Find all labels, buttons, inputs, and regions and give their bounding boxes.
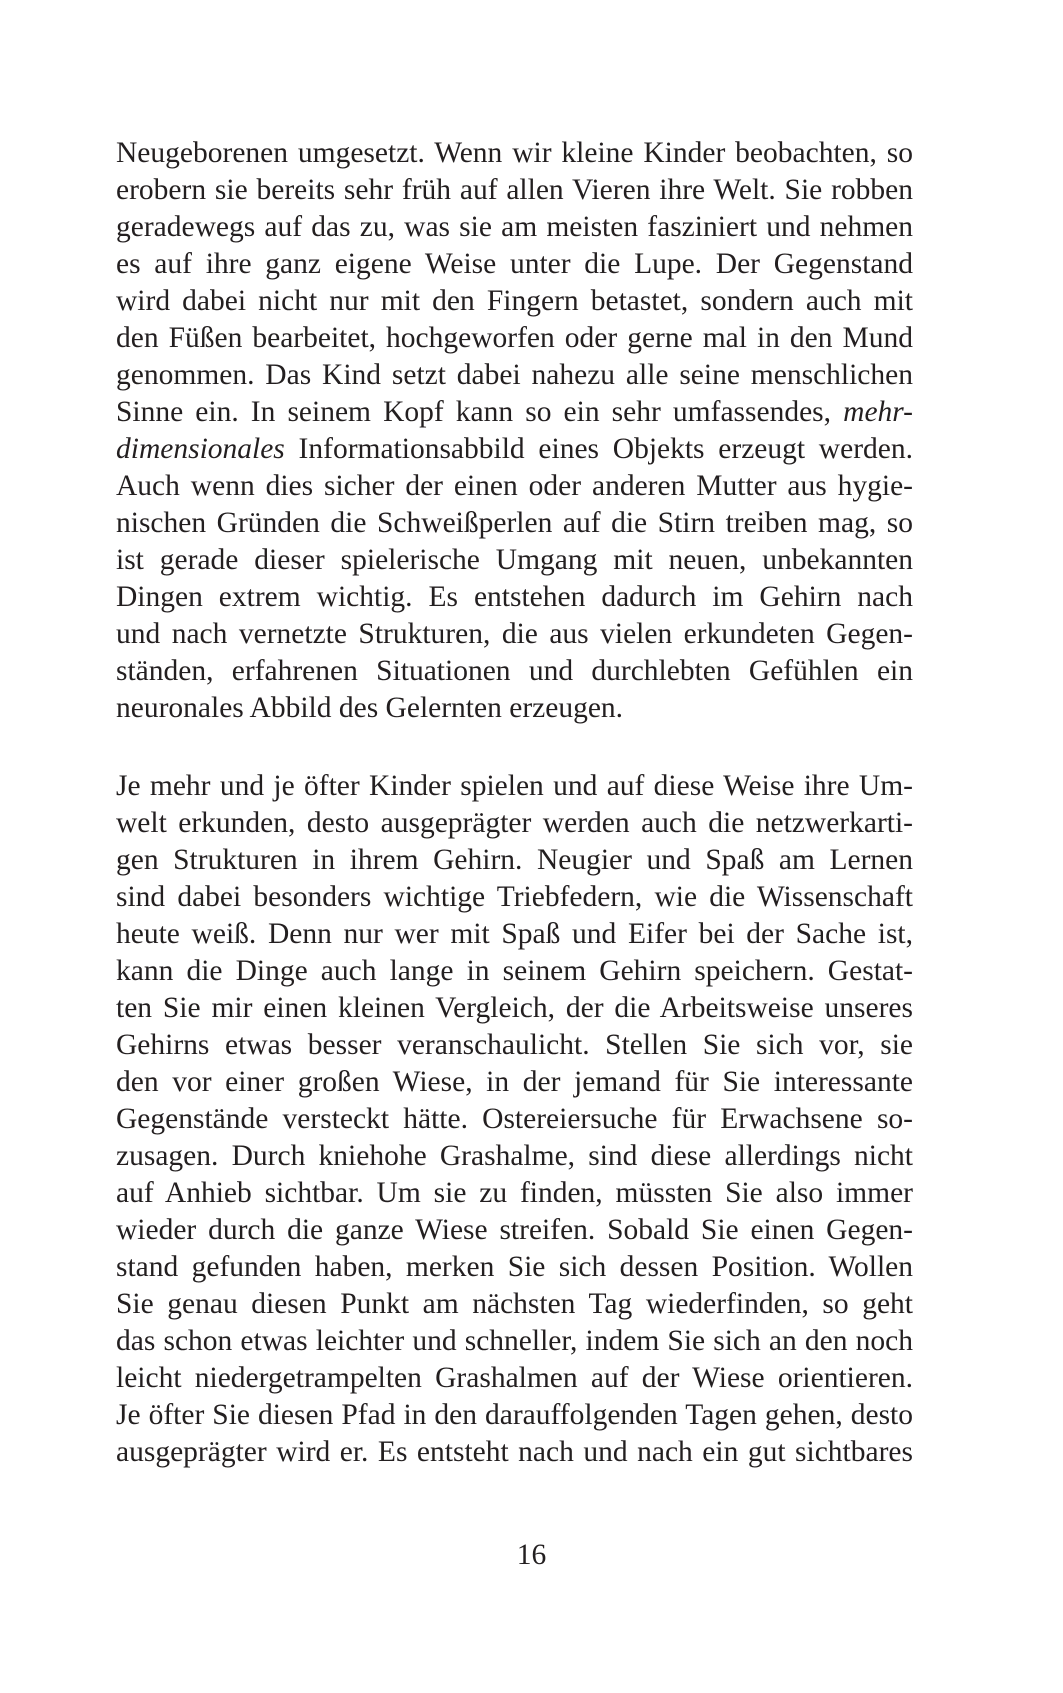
paragraph-1 [116, 135, 913, 727]
text-line: wieder durch die ganze Wiese streifen. Sobald Sie einen Gegen- [116, 1214, 913, 1246]
text-line: Neugeborenen umgesetzt. Wenn wir kleine Kinder beobachten, so [116, 137, 913, 169]
text-line: nischen Gründen die Schweißperlen auf die Stirn treiben mag, so [116, 507, 913, 539]
text-line: zusagen. Durch kniehohe Grashalme, sind diese allerdings nicht [116, 1140, 913, 1172]
text-line: Gehirns etwas besser veranschaulicht. Stellen Sie sich vor, sie [116, 1029, 913, 1061]
text-line: stand gefunden haben, merken Sie sich dessen Position. Wollen [116, 1251, 913, 1283]
text-line: kann die Dinge auch lange in seinem Gehirn speichern. Gestat- [116, 955, 913, 987]
text-line: welt erkunden, desto ausgeprägter werden auch die netzwerkarti- [116, 807, 913, 839]
paragraph-2 [116, 768, 913, 1471]
text-line: geradewegs auf das zu, was sie am meisten fasziniert und nehmen [116, 211, 913, 243]
italic-word: mehr- [843, 396, 913, 428]
text-line-with-italic [116, 394, 913, 431]
text-segment: Sinne ein. In seinem Kopf kann so ein sehr umfassendes, [116, 396, 832, 428]
text-line: den Füßen bearbeitet, hochgeworfen oder gerne mal in den Mund [116, 322, 913, 354]
text-line: Je öfter Sie diesen Pfad in den darauffolgenden Tagen gehen, desto [116, 1399, 913, 1431]
text-line: auf Anhieb sichtbar. Um sie zu finden, müssten Sie also immer [116, 1177, 913, 1209]
text-line: ausgeprägter wird er. Es entsteht nach und nach ein gut sichtbares [116, 1436, 913, 1468]
text-line: ten Sie mir einen kleinen Vergleich, der die Arbeitsweise unseres [116, 992, 913, 1024]
text-line: Gegenstände versteckt hätte. Ostereiersuche für Erwachsene so- [116, 1103, 913, 1135]
text-line: Je mehr und je öfter Kinder spielen und auf diese Weise ihre Um- [116, 770, 913, 802]
text-line: und nach vernetzte Strukturen, die aus vielen erkundeten Gegen- [116, 618, 913, 650]
text-line: neuronales Abbild des Gelernten erzeugen. [116, 692, 624, 724]
text-line: Sie genau diesen Punkt am nächsten Tag wiederfinden, so geht [116, 1288, 913, 1320]
text-line: Dingen extrem wichtig. Es entstehen dadurch im Gehirn nach [116, 581, 913, 613]
text-line: es auf ihre ganz eigene Weise unter die Lupe. Der Gegenstand [116, 248, 913, 280]
text-line: ist gerade dieser spielerische Umgang mit neuen, unbekannten [116, 544, 913, 576]
text-line: wird dabei nicht nur mit den Fingern betastet, sondern auch mit [116, 285, 913, 317]
text-line: erobern sie bereits sehr früh auf allen Vieren ihre Welt. Sie robben [116, 174, 913, 206]
text-line: genommen. Das Kind setzt dabei nahezu alle seine menschlichen [116, 359, 913, 391]
page-number: 16 [516, 1539, 547, 1571]
text-line-with-italic [116, 431, 913, 468]
text-line: ständen, erfahrenen Situationen und durchlebten Gefühlen ein [116, 655, 913, 687]
text-line: gen Strukturen in ihrem Gehirn. Neugier und Spaß am Lernen [116, 844, 913, 876]
italic-word: dimensionales [116, 433, 285, 465]
text-line: Auch wenn dies sicher der einen oder anderen Mutter aus hygie- [116, 470, 913, 502]
text-line: den vor einer großen Wiese, in der jemand für Sie interessante [116, 1066, 913, 1098]
text-line: sind dabei besonders wichtige Triebfedern, wie die Wissenschaft [116, 881, 913, 913]
text-line: leicht niedergetrampelten Grashalmen auf der Wiese orientieren. [116, 1362, 913, 1394]
text-line: heute weiß. Denn nur wer mit Spaß und Eifer bei der Sache ist, [116, 918, 913, 950]
text-segment: Informationsabbild eines Objekts erzeugt werden. [298, 433, 913, 465]
text-line: das schon etwas leichter und schneller, indem Sie sich an den noch [116, 1325, 913, 1357]
